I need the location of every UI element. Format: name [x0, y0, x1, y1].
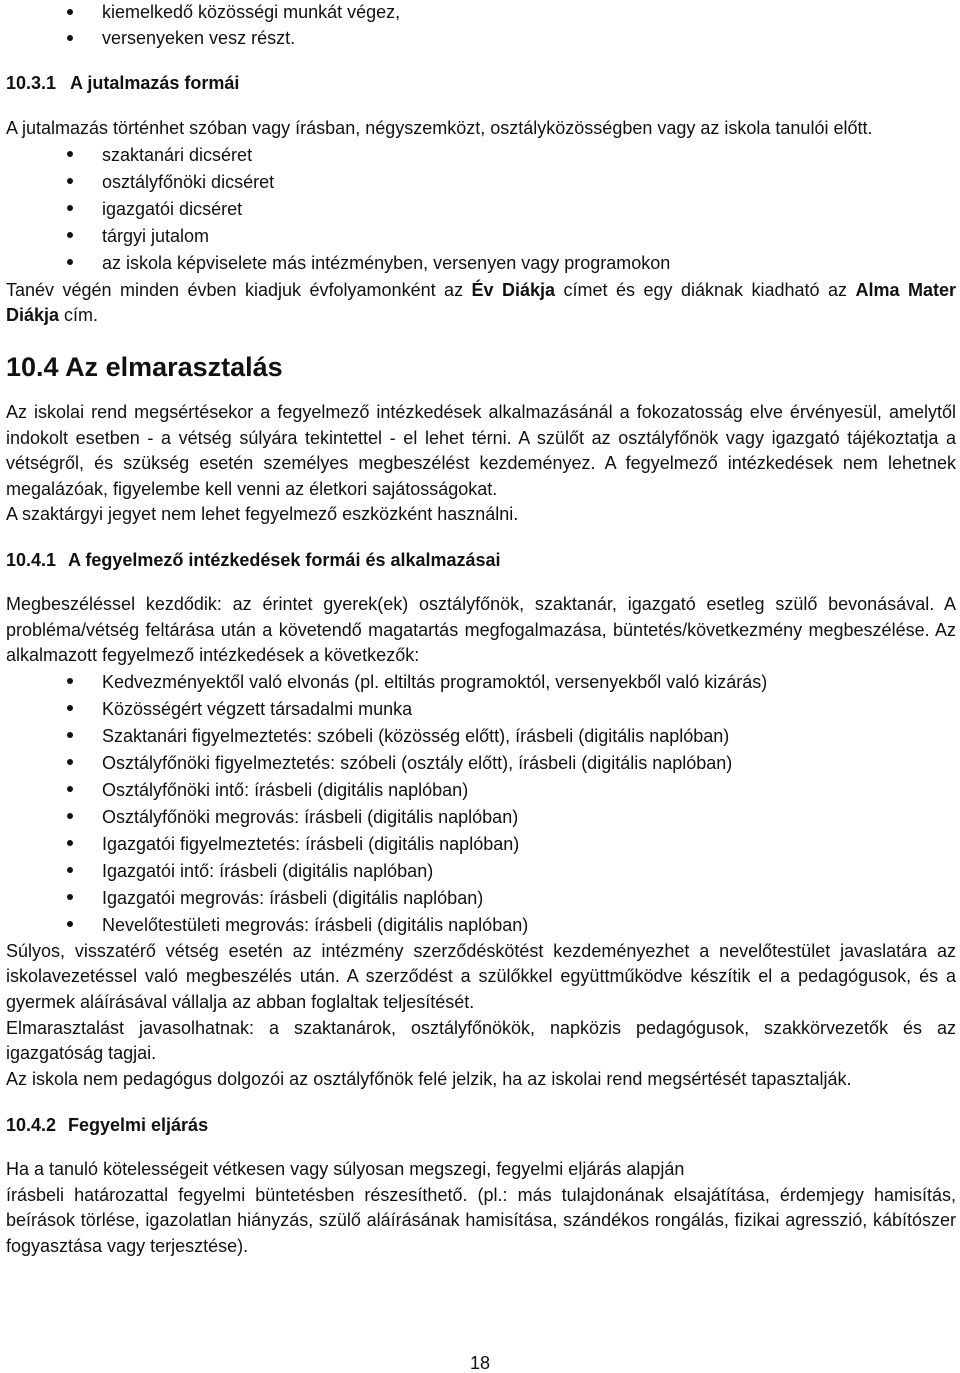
list-item: Szaktanári figyelmeztetés: szóbeli (közösség előtt), írásbeli (digitális naplóban) [6, 723, 956, 750]
paragraph: Elmarasztalást javasolhatnak: a szaktanárok, osztályfőnökök, napközis pedagógusok, szakkörvezetők és az igazgatóság tagjai. [6, 1017, 956, 1064]
section-number: 10.4.2 [6, 1115, 57, 1136]
section-heading-10-4-1 [6, 548, 956, 573]
section-number: 10.3.1 [6, 73, 57, 94]
section-number: 10.4 [6, 351, 59, 382]
document-page [6, 0, 956, 1260]
bullet-list-rewards [6, 142, 956, 277]
list-item: osztályfőnöki dicséret [6, 169, 956, 196]
award-name: Alma Mater Diákja [6, 279, 956, 326]
bullet-list-top [6, 0, 956, 51]
section-heading-10-4 [6, 351, 956, 383]
section-heading-10-4-2 [6, 1113, 956, 1138]
paragraph-awards [6, 278, 956, 329]
list-item: Nevelőtestületi megrovás: írásbeli (digitális naplóban) [6, 912, 956, 939]
paragraph: Megbeszéléssel kezdődik: az érintet gyerek(ek) osztályfőnök, szaktanár, igazgató esetleg szülő bevonásával. A probléma/vétség feltárása után a követendő magatartás megfogalmazása, büntetés/következmény megbeszélése. Az alkalmazott fegyelmező intézkedések a következők: [6, 593, 956, 666]
paragraph: Az iskolai rend megsértésekor a fegyelmező intézkedések alkalmazásánál a fokozatosság elve érvényesül, amelytől indokolt esetben - a vétség súlyára tekintettel - el lehet térni. A szülőt az osztályfőnök vagy igazgató tájékoztatja a vétségről, és szükség esetén személyes megbeszélést kezdeményez. A fegyelmező intézkedések nem lehetnek megalázóak, figyelembe kell venni az életkori sajátosságokat. [6, 401, 956, 499]
paragraph: írásbeli határozattal fegyelmi büntetésben részesíthető. (pl.: más tulajdonának elsajátítása, érdemjegy hamisítás, beírások törlése, igazolatlan hiányzás, szülő aláírásának hamisítása, szándékos rongálás, fizikai agresszió, kábítószer fogyasztása vagy terjesztése). [6, 1184, 956, 1257]
list-item: Osztályfőnöki intő: írásbeli (digitális naplóban) [6, 777, 956, 804]
list-item: szaktanári dicséret [6, 142, 956, 169]
list-item: Közösségért végzett társadalmi munka [6, 696, 956, 723]
list-item: versenyeken vesz részt. [6, 26, 956, 52]
paragraph: Ha a tanuló kötelességeit vétkesen vagy súlyosan megszegi, fegyelmi eljárás alapján [6, 1159, 685, 1180]
section-title: A fegyelmező intézkedések formái és alkalmazásai [68, 549, 501, 570]
paragraph: A szaktárgyi jegyet nem lehet fegyelmező eszközként használni. [6, 504, 519, 525]
list-item: Osztályfőnöki megrovás: írásbeli (digitális naplóban) [6, 804, 956, 831]
text-run: címet és egy diáknak kiadható az [555, 279, 856, 300]
section-title: Fegyelmi eljárás [68, 1115, 209, 1136]
list-item: kiemelkedő közösségi munkát végez, [6, 0, 956, 26]
section-heading-10-3-1 [6, 71, 956, 96]
bullet-list-measures [6, 669, 956, 939]
paragraph: A jutalmazás történhet szóban vagy írásban, négyszemközt, osztályközösségben vagy az iskola tanulói előtt. [6, 118, 873, 139]
list-item: Igazgatói megrovás: írásbeli (digitális naplóban) [6, 885, 956, 912]
section-title: Az elmarasztalás [65, 351, 283, 382]
list-item: Kedvezményektől való elvonás (pl. eltiltás programoktól, versenyekből való kizárás) [6, 669, 956, 696]
text-run: Tanév végén minden évben kiadjuk évfolyamonként az [6, 279, 472, 300]
page-number: 18 [469, 1353, 491, 1373]
list-item: Osztályfőnöki figyelmeztetés: szóbeli (osztály előtt), írásbeli (digitális naplóban) [6, 750, 956, 777]
list-item: az iskola képviselete más intézményben, versenyen vagy programokon [6, 250, 956, 277]
text-run: cím. [59, 305, 99, 326]
section-number: 10.4.1 [6, 549, 57, 570]
award-name: Év Diákja [471, 279, 556, 300]
section-title: A jutalmazás formái [70, 73, 240, 94]
list-item: Igazgatói intő: írásbeli (digitális naplóban) [6, 858, 956, 885]
list-item: igazgatói dicséret [6, 196, 956, 223]
list-item: tárgyi jutalom [6, 223, 956, 250]
list-item: Igazgatói figyelmeztetés: írásbeli (digitális naplóban) [6, 831, 956, 858]
paragraph: Az iskola nem pedagógus dolgozói az osztályfőnök felé jelzik, ha az iskolai rend megsértését tapasztalják. [6, 1068, 852, 1089]
paragraph: Súlyos, visszatérő vétség esetén az intézmény szerződéskötést kezdeményezhet a nevelőtestület javaslatára az iskolavezetéssel való megbeszélés után. A szerződést a szülőkkel együttműködve készítik el a pedagógusok, és a gyermek aláírásával vállalja az abban foglaltak teljesítését. [6, 940, 956, 1012]
